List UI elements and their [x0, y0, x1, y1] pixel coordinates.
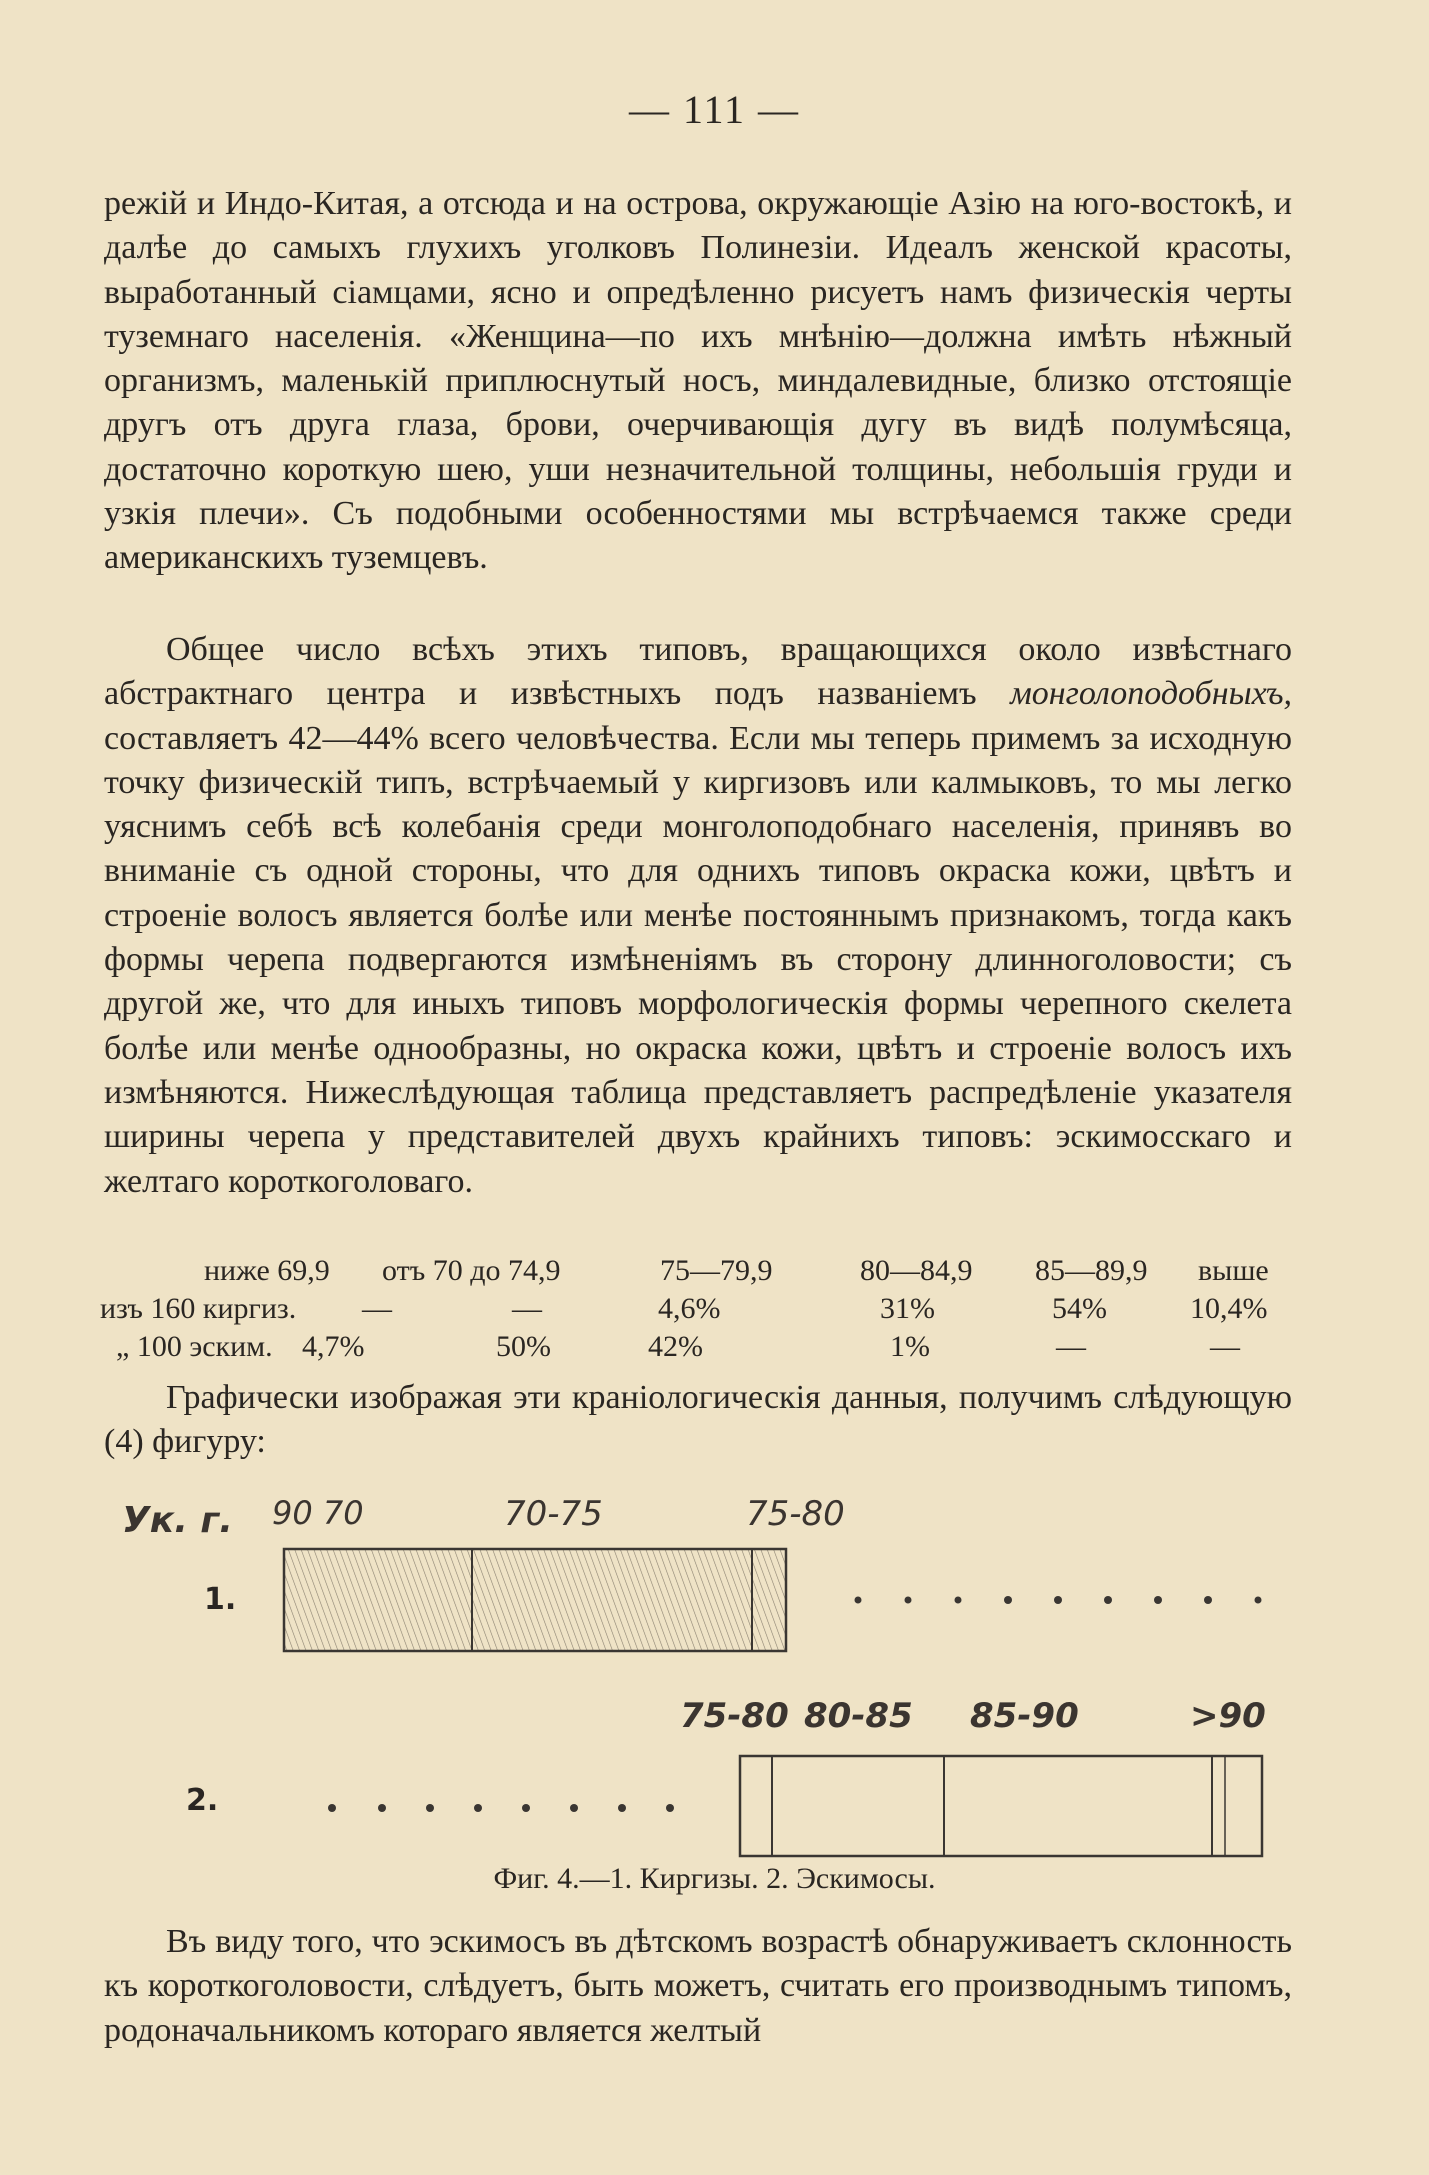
table-header-cell: 85—89,9 [1035, 1254, 1148, 1287]
table-header-cell: выше [1198, 1254, 1269, 1287]
table-cell: — [362, 1292, 392, 1325]
paragraph-2-before: Общее число всѣхъ этихъ типовъ, вращающихся около извѣстнаго абстрактнаго центра и извѣстныхъ подъ названіемъ [104, 631, 1292, 713]
table-cell: 54% [1052, 1292, 1107, 1325]
figure-range-label: 85-90 [970, 1696, 1079, 1736]
figure-caption: Фиг. 4.—1. Киргизы. 2. Эскимосы. [493, 1862, 936, 1895]
figure-range-label: 75-80 [680, 1696, 789, 1736]
paragraph-1 [104, 182, 1292, 581]
paragraph-2-italic: монголоподобныхъ, [1010, 675, 1292, 713]
figure-dot-row [328, 1804, 674, 1812]
figure-bar-frame [740, 1756, 1262, 1856]
table-cell: 10,4% [1190, 1292, 1268, 1325]
table-header-cell: 75—79,9 [660, 1254, 773, 1287]
table-cell: 50% [496, 1330, 551, 1363]
figure-row-number: 2. [186, 1783, 219, 1818]
figure-bar-frame [284, 1549, 786, 1651]
table-cell: 31% [880, 1292, 935, 1325]
paragraph-4-text: Въ виду того, что эскимосъ въ дѣтскомъ возрастѣ обнаруживаетъ склонность къ короткоголовости, слѣдуетъ, быть можетъ, считать его производнымъ типомъ, родоначальникомъ котораго является желтый [104, 1923, 1292, 2049]
figure-axis-label: Ук. г. [122, 1500, 233, 1541]
figure-dot-row [855, 1596, 1262, 1604]
paragraph-1-text: режій и Индо-Китая, а отсюда и на острова, окружающіе Азію на юго-востокѣ, и далѣе до самыхъ глухихъ уголковъ Полинезіи. Идеалъ женской красоты, выработанный сіамцами, ясно и опредѣленно рисуетъ намъ физическія черты туземнаго населенія. «Женщина—по ихъ мнѣнію—должна имѣть нѣжный организмъ, маленькій приплюснутый носъ, миндалевидные, близко отстоящіе другъ отъ друга глаза, брови, очерчивающія дугу въ видѣ полумѣсяца, достаточно короткую шею, уши незначительной толщины, небольшія груди и узкія плечи». Съ подобными особенностями мы встрѣчаемся также среди американскихъ туземцевъ. [104, 185, 1292, 577]
figure-row-number: 1. [204, 1582, 237, 1617]
table-cell: „ 100 эским. [116, 1330, 273, 1363]
figure-range-label: 75-80 [746, 1494, 845, 1534]
table-cell: 4,6% [658, 1292, 721, 1325]
paragraph-3 [104, 1376, 1292, 1465]
figure-range-label: 80-85 [804, 1696, 913, 1736]
paragraph-4 [104, 1920, 1292, 2053]
table-cell: 42% [648, 1330, 703, 1363]
figure-range-label: 70-75 [504, 1494, 603, 1534]
table-cell: 1% [890, 1330, 930, 1363]
table-header-cell: ниже 69,9 [204, 1254, 330, 1287]
table-cell: — [1210, 1330, 1240, 1363]
table-cell: — [1056, 1330, 1086, 1363]
figure-range-label: >90 [1190, 1696, 1266, 1736]
table-row [100, 1290, 1300, 1328]
table-header-row [100, 1252, 1300, 1290]
table-header-cell: 80—84,9 [860, 1254, 973, 1287]
table-cell: 4,7% [302, 1330, 365, 1363]
cranial-index-table [100, 1252, 1300, 1366]
paragraph-2 [104, 628, 1292, 1204]
paragraph-3-text: Графически изображая эти краніологическія данныя, получимъ слѣдующую (4) фигуру: [104, 1379, 1292, 1461]
figure-row-2-bar [320, 1750, 1270, 1860]
table-cell: — [512, 1292, 542, 1325]
table-cell: изъ 160 киргиз. [100, 1292, 297, 1325]
paragraph-2-after: составляетъ 42—44% всего человѣчества. Если мы теперь примемъ за исходную точку физическій типъ, встрѣчаемый у киргизовъ или калмыковъ, то мы легко уяснимъ себѣ всѣ колебанія среди монголоподобнаго населенія, принявъ во вниманіе съ одной стороны, что для однихъ типовъ окраска кожи, цвѣтъ и строеніе волосъ является болѣе или менѣе постояннымъ признакомъ, тогда какъ формы черепа подвергаются измѣненіямъ въ сторону длинноголовости; съ другой же, что для иныхъ типовъ морфологическія формы черепного скелета болѣе или менѣе однообразны, но окраска кожи, цвѣтъ и строеніе волосъ ихъ измѣняются. Нижеслѣдующая таблица представляетъ распредѣленіе указателя ширины черепа у представителей двухъ крайнихъ типовъ: эскимосскаго и желтаго короткоголоваго. [104, 719, 1292, 1200]
figure-range-label: 90 70 [272, 1494, 364, 1532]
table-row [100, 1328, 1300, 1366]
table-header-cell: отъ 70 до 74,9 [382, 1254, 561, 1287]
page-number: — 111 — [628, 87, 801, 132]
figure-row-1-bar [280, 1545, 1290, 1655]
